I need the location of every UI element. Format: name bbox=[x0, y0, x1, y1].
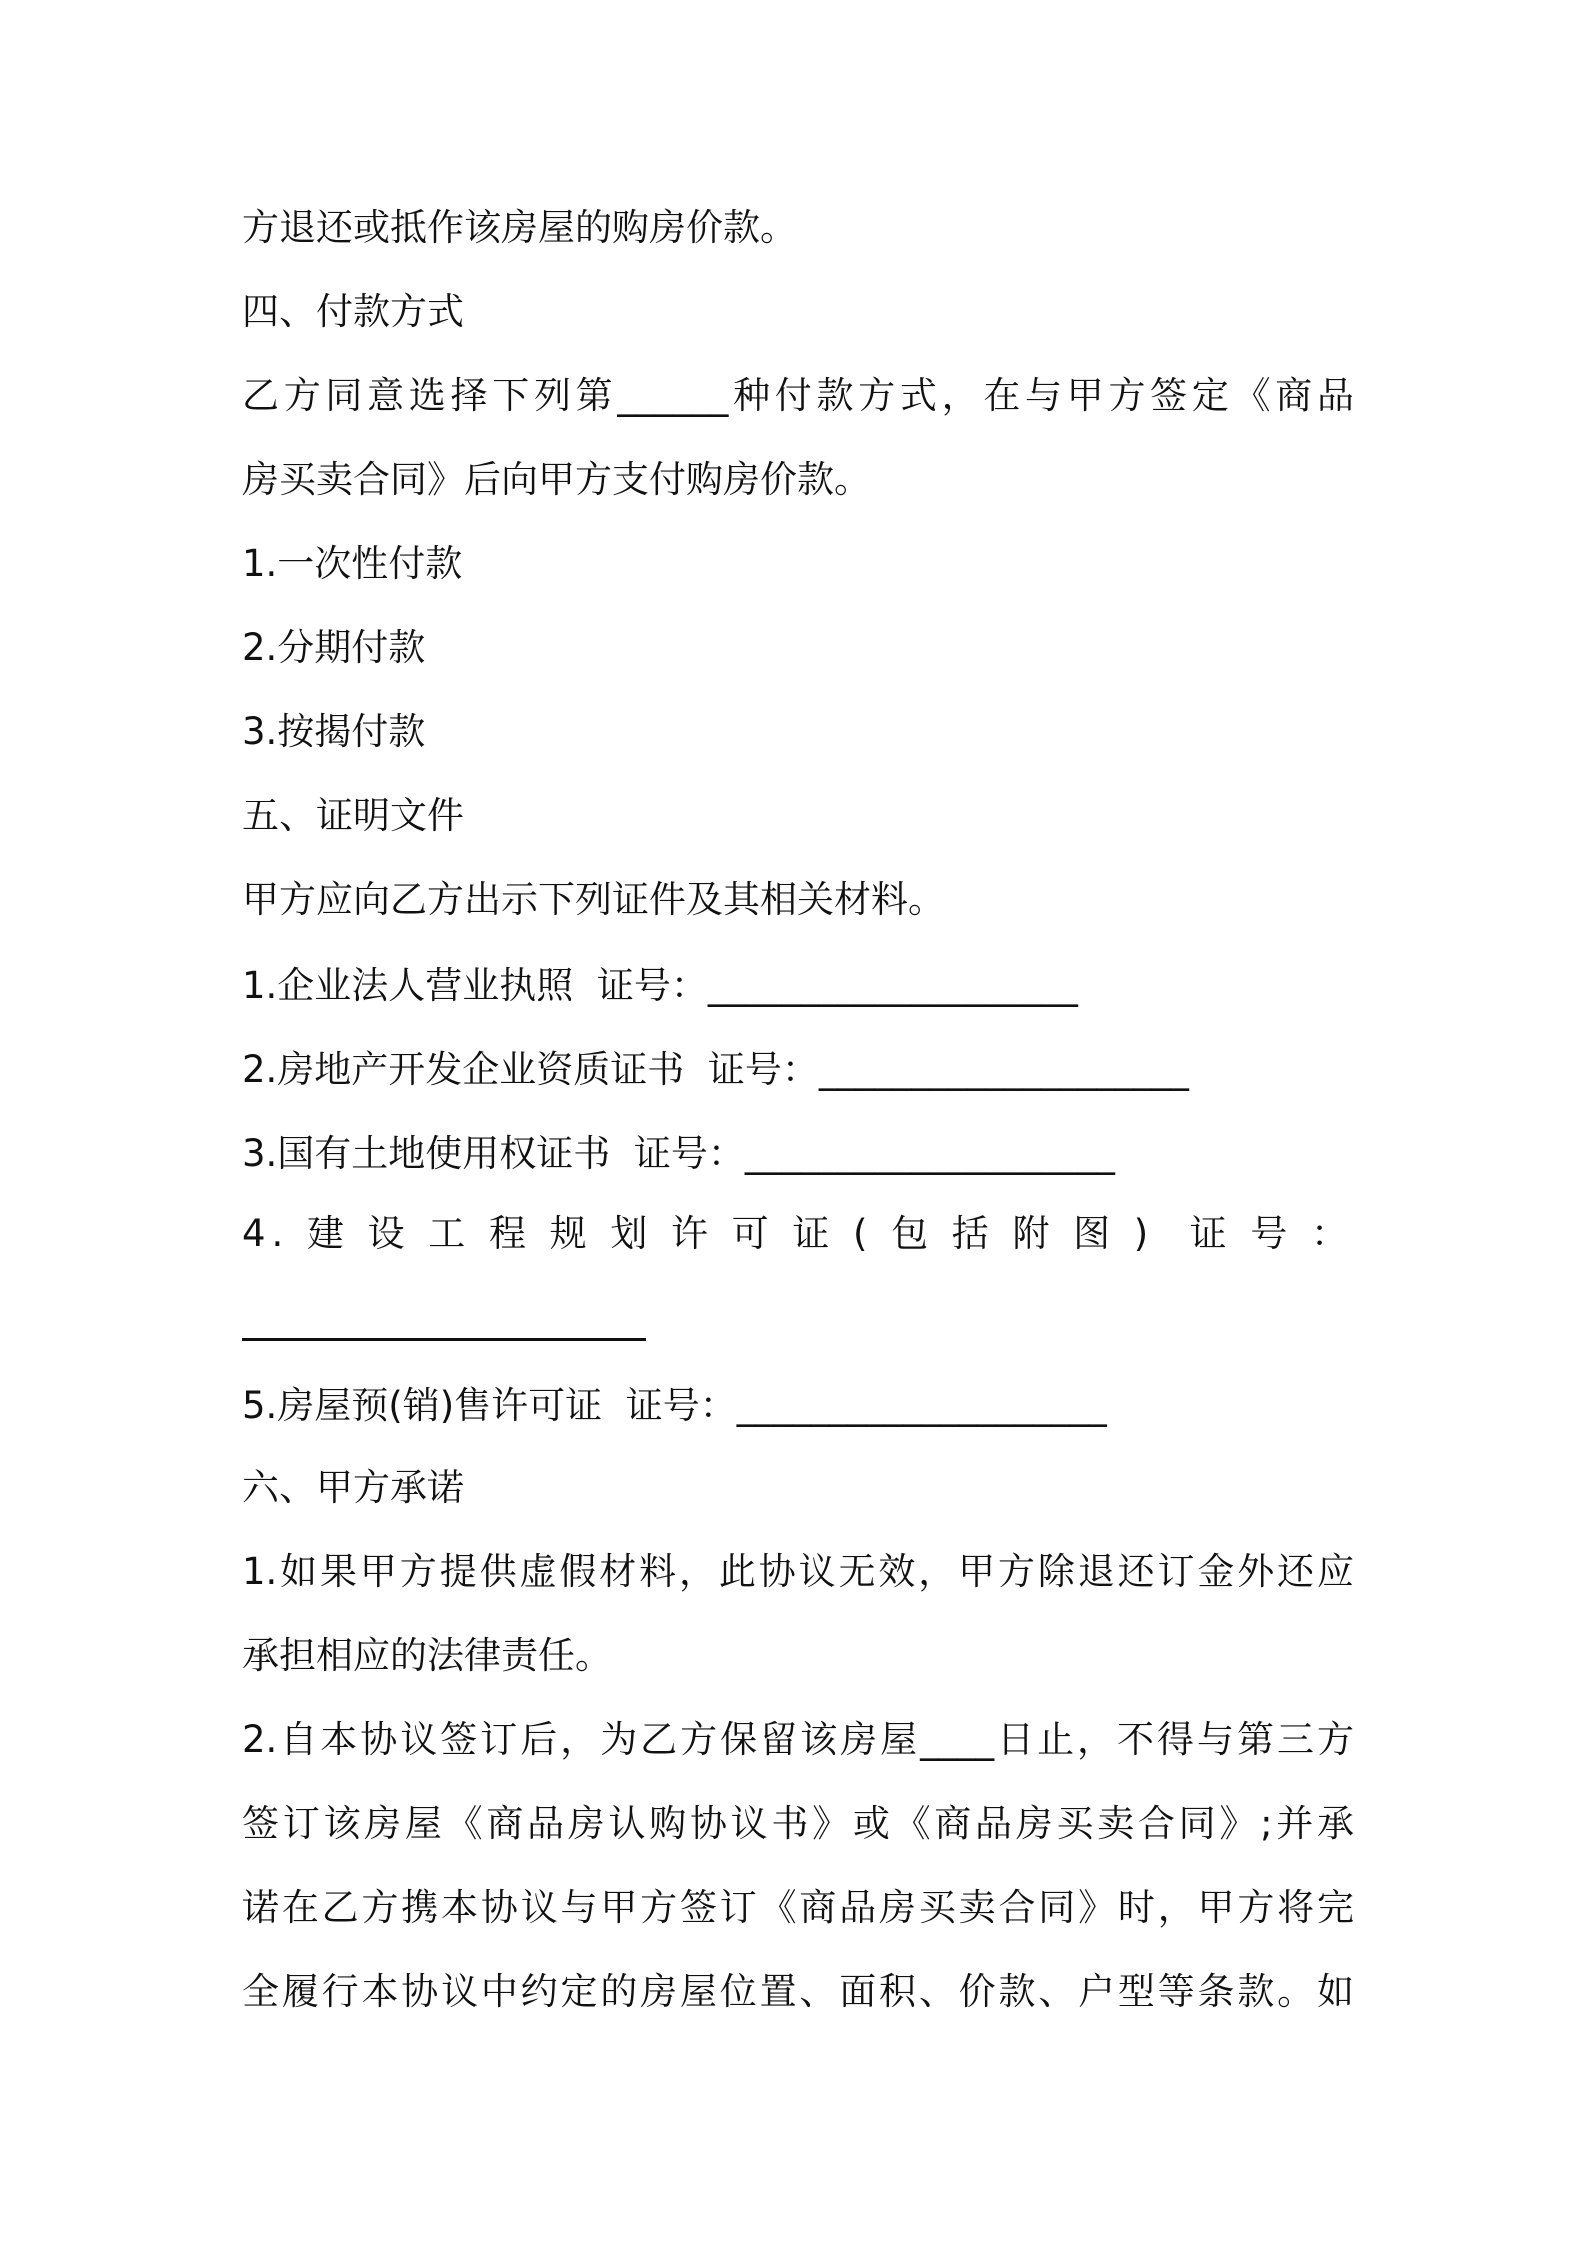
blank-fill-line bbox=[242, 1338, 646, 1341]
section-heading: 六、甲方承诺 bbox=[242, 1466, 464, 1509]
list-item: 2.房地产开发企业资质证书 证号：____________________ bbox=[242, 1048, 1189, 1091]
paragraph-line: 2.自本协议签订后，为乙方保留该房屋____日止，不得与第三方 bbox=[242, 1718, 1354, 1761]
paragraph-line: 房买卖合同》后向甲方支付购房价款。 bbox=[242, 458, 871, 501]
list-item: 1.企业法人营业执照 证号：____________________ bbox=[242, 964, 1078, 1007]
list-item: 2.分期付款 bbox=[242, 626, 426, 669]
paragraph-line: 诺在乙方携本协议与甲方签订《商品房买卖合同》时，甲方将完 bbox=[242, 1886, 1354, 1929]
list-item: 3.国有土地使用权证书 证号：____________________ bbox=[242, 1132, 1115, 1175]
paragraph-line: 签订该房屋《商品房认购协议书》或《商品房买卖合同》;并承 bbox=[242, 1802, 1354, 1845]
list-item: 5.房屋预(销)售许可证 证号：____________________ bbox=[242, 1384, 1107, 1427]
paragraph-line: 方退还或抵作该房屋的购房价款。 bbox=[242, 206, 797, 249]
list-item: 4.建设工程规划许可证(包括附图) 证号： bbox=[242, 1212, 1354, 1255]
paragraph-line: 甲方应向乙方出示下列证件及其相关材料。 bbox=[242, 878, 945, 921]
paragraph-line: 全履行本协议中约定的房屋位置、面积、价款、户型等条款。如 bbox=[242, 1970, 1354, 2013]
list-item: 3.按揭付款 bbox=[242, 710, 426, 753]
section-heading: 五、证明文件 bbox=[242, 794, 464, 837]
paragraph-line: 承担相应的法律责任。 bbox=[242, 1634, 612, 1677]
section-heading: 四、付款方式 bbox=[242, 290, 464, 333]
paragraph-line: 1.如果甲方提供虚假材料，此协议无效，甲方除退还订金外还应 bbox=[242, 1550, 1354, 1593]
list-item: 1.一次性付款 bbox=[242, 542, 463, 585]
paragraph-line: 乙方同意选择下列第______种付款方式，在与甲方签定《商品 bbox=[242, 374, 1354, 417]
